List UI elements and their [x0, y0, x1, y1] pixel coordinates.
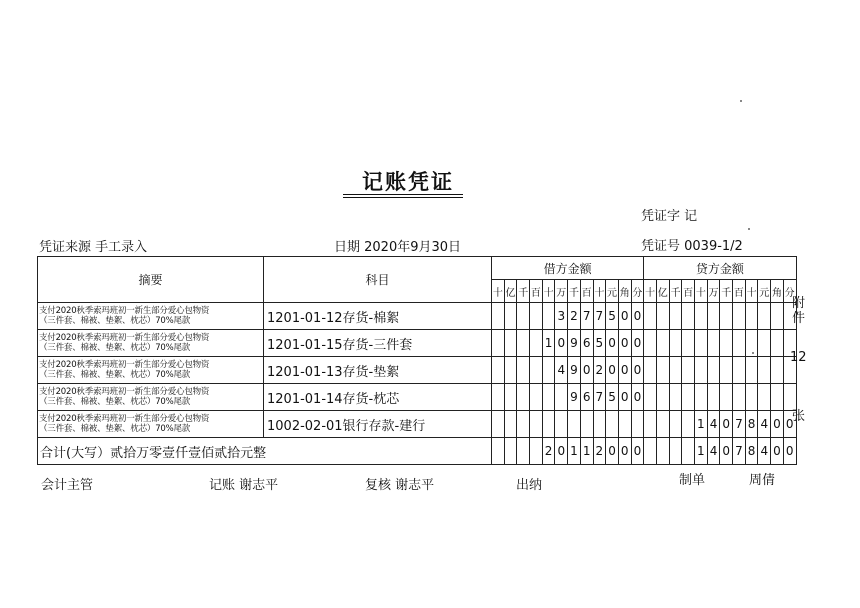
total-credit-digit: 8: [745, 438, 758, 465]
debit-digit: [517, 357, 530, 384]
credit-digit: [758, 330, 771, 357]
credit-digit: [758, 384, 771, 411]
voucher-word: 凭证字 记: [641, 209, 698, 224]
entry-account: 1201-01-14存货-枕芯: [264, 384, 492, 411]
total-debit-digit: [517, 438, 530, 465]
debit-digit: [504, 411, 517, 438]
entry-summary: [38, 330, 264, 357]
debit-digit: 0: [618, 330, 631, 357]
debit-unit-11: 分: [631, 280, 644, 303]
debit-digit: [504, 330, 517, 357]
header-debit: 借方金额: [492, 257, 644, 280]
debit-unit-0: 十: [492, 280, 505, 303]
credit-unit-5: 万: [707, 280, 720, 303]
debit-digit: 0: [631, 384, 644, 411]
entry-account: 1002-02-01银行存款-建行: [264, 411, 492, 438]
debit-digit: [618, 411, 631, 438]
debit-digit: [517, 411, 530, 438]
debit-digit: [492, 384, 505, 411]
credit-digit: [656, 303, 669, 330]
credit-digit: [720, 357, 733, 384]
credit-digit: [669, 330, 682, 357]
debit-digit: 5: [606, 303, 619, 330]
debit-digit: [504, 384, 517, 411]
entry-row: [38, 330, 797, 357]
entry-account: 1201-01-15存货-三件套: [264, 330, 492, 357]
total-debit-digit: 1: [580, 438, 593, 465]
debit-digit: 7: [580, 303, 593, 330]
credit-digit: [720, 330, 733, 357]
credit-digit: [682, 384, 695, 411]
debit-digit: [530, 384, 543, 411]
header-credit: 贷方金额: [644, 257, 796, 280]
entry-summary-line1: 支付2020秋季索玛班初一新生部分爱心包物资: [39, 414, 210, 424]
debit-unit-9: 元: [606, 280, 619, 303]
credit-unit-7: 百: [733, 280, 746, 303]
credit-digit: [745, 357, 758, 384]
debit-digit: 7: [593, 303, 606, 330]
total-debit-digit: [504, 438, 517, 465]
credit-digit: 0: [720, 411, 733, 438]
entry-summary-line2: （三件套、棉被、垫絮、枕芯）70%尾款: [39, 316, 191, 326]
total-debit-digit: 2: [542, 438, 555, 465]
debit-digit: [517, 303, 530, 330]
credit-digit: [669, 303, 682, 330]
entry-summary-line2: （三件套、棉被、垫絮、枕芯）70%尾款: [39, 343, 191, 353]
title-underline: [343, 194, 463, 195]
debit-unit-7: 百: [580, 280, 593, 303]
credit-digit: [745, 303, 758, 330]
attachment-label-jian: 件: [792, 311, 806, 326]
scan-speck: [752, 352, 754, 354]
debit-unit-5: 万: [555, 280, 568, 303]
footer-accountant: 会计主管: [41, 478, 94, 493]
debit-digit: 5: [593, 330, 606, 357]
debit-digit: [542, 384, 555, 411]
total-credit-digit: [669, 438, 682, 465]
debit-digit: 0: [618, 384, 631, 411]
credit-digit: [656, 384, 669, 411]
debit-digit: 9: [568, 330, 581, 357]
credit-digit: 0: [771, 411, 784, 438]
debit-digit: [530, 303, 543, 330]
credit-digit: [707, 330, 720, 357]
credit-digit: [682, 411, 695, 438]
credit-unit-1: 亿: [656, 280, 669, 303]
credit-digit: [644, 330, 657, 357]
debit-digit: 0: [606, 357, 619, 384]
credit-digit: [720, 384, 733, 411]
debit-unit-4: 十: [542, 280, 555, 303]
credit-unit-8: 十: [745, 280, 758, 303]
footer-cashier: 出纳: [516, 478, 543, 493]
debit-digit: 0: [631, 330, 644, 357]
credit-digit: [644, 303, 657, 330]
total-debit-digit: 0: [618, 438, 631, 465]
debit-digit: [517, 330, 530, 357]
credit-digit: [771, 357, 784, 384]
total-label: 合计(大写）贰拾万零壹仟壹佰贰拾元整: [38, 438, 492, 465]
total-debit-digit: 1: [568, 438, 581, 465]
credit-unit-10: 角: [771, 280, 784, 303]
credit-digit: [669, 357, 682, 384]
voucher-number: 凭证号 0039-1/2: [641, 239, 743, 254]
debit-digit: 0: [631, 303, 644, 330]
credit-digit: 8: [745, 411, 758, 438]
title-underline-2: [343, 197, 463, 198]
credit-unit-4: 十: [695, 280, 708, 303]
credit-unit-3: 百: [682, 280, 695, 303]
credit-digit: [733, 303, 746, 330]
debit-digit: 0: [631, 357, 644, 384]
credit-digit: [771, 303, 784, 330]
total-debit-digit: 0: [606, 438, 619, 465]
header-summary: 摘要: [38, 257, 264, 303]
debit-digit: [530, 330, 543, 357]
debit-digit: 7: [593, 384, 606, 411]
credit-digit: 7: [733, 411, 746, 438]
debit-digit: 6: [580, 384, 593, 411]
credit-unit-6: 千: [720, 280, 733, 303]
entry-summary-line1: 支付2020秋季索玛班初一新生部分爱心包物资: [39, 387, 210, 397]
voucher-title: 记账凭证: [362, 170, 454, 194]
credit-digit: [669, 384, 682, 411]
entry-summary: [38, 384, 264, 411]
debit-digit: 9: [568, 357, 581, 384]
total-credit-digit: 0: [771, 438, 784, 465]
debit-digit: [504, 357, 517, 384]
credit-digit: [644, 384, 657, 411]
credit-digit: 1: [695, 411, 708, 438]
debit-unit-3: 百: [530, 280, 543, 303]
total-debit-digit: [492, 438, 505, 465]
credit-digit: [707, 384, 720, 411]
debit-digit: [542, 357, 555, 384]
credit-digit: [771, 330, 784, 357]
debit-digit: [555, 411, 568, 438]
debit-digit: [492, 357, 505, 384]
entry-summary-line2: （三件套、棉被、垫絮、枕芯）70%尾款: [39, 424, 191, 434]
credit-digit: [644, 411, 657, 438]
credit-digit: [695, 384, 708, 411]
debit-digit: 6: [580, 330, 593, 357]
debit-digit: 9: [568, 384, 581, 411]
debit-digit: 0: [580, 357, 593, 384]
credit-digit: [733, 384, 746, 411]
debit-digit: [606, 411, 619, 438]
debit-digit: [530, 357, 543, 384]
debit-digit: [504, 303, 517, 330]
credit-digit: [707, 357, 720, 384]
credit-unit-0: 十: [644, 280, 657, 303]
total-credit-digit: 0: [783, 438, 796, 465]
credit-digit: [695, 357, 708, 384]
entry-summary: [38, 303, 264, 330]
footer-reviewer: 复核 谢志平: [365, 478, 435, 493]
total-credit-digit: [644, 438, 657, 465]
debit-digit: 1: [542, 330, 555, 357]
credit-digit: [682, 303, 695, 330]
attachment-count: 12: [790, 350, 807, 365]
credit-digit: [695, 303, 708, 330]
debit-digit: 4: [555, 357, 568, 384]
entry-row: [38, 357, 797, 384]
credit-digit: [695, 330, 708, 357]
debit-digit: 2: [568, 303, 581, 330]
debit-digit: [542, 411, 555, 438]
header-account: 科目: [264, 257, 492, 303]
total-credit-digit: 4: [758, 438, 771, 465]
credit-digit: [707, 303, 720, 330]
debit-digit: [492, 303, 505, 330]
debit-digit: 0: [555, 330, 568, 357]
entry-account: 1201-01-12存货-棉絮: [264, 303, 492, 330]
debit-unit-8: 十: [593, 280, 606, 303]
debit-digit: [593, 411, 606, 438]
scan-speck: [748, 228, 750, 230]
total-row: [38, 438, 797, 465]
credit-digit: 4: [707, 411, 720, 438]
debit-unit-6: 千: [568, 280, 581, 303]
credit-digit: 4: [758, 411, 771, 438]
total-debit-digit: 2: [593, 438, 606, 465]
total-debit-digit: 0: [631, 438, 644, 465]
entry-summary-line2: （三件套、棉被、垫絮、枕芯）70%尾款: [39, 397, 191, 407]
credit-digit: [733, 357, 746, 384]
debit-digit: [568, 411, 581, 438]
footer-bookkeeper: 记账 谢志平: [209, 478, 279, 493]
credit-digit: [656, 411, 669, 438]
voucher-source: 凭证来源 手工录入: [39, 240, 148, 255]
credit-digit: [758, 357, 771, 384]
total-credit-digit: 0: [720, 438, 733, 465]
entry-row: [38, 384, 797, 411]
debit-unit-1: 亿: [504, 280, 517, 303]
debit-digit: 3: [555, 303, 568, 330]
entry-summary: [38, 411, 264, 438]
voucher-table: [37, 256, 797, 465]
debit-digit: [492, 411, 505, 438]
total-credit-digit: [682, 438, 695, 465]
total-credit-digit: 4: [707, 438, 720, 465]
footer-maker: 周倩: [749, 473, 776, 488]
entry-row: [38, 411, 797, 438]
debit-digit: 0: [606, 330, 619, 357]
credit-digit: [656, 357, 669, 384]
debit-digit: [517, 384, 530, 411]
total-credit-digit: 7: [733, 438, 746, 465]
footer-maker-label: 制单: [679, 473, 706, 488]
debit-digit: 5: [606, 384, 619, 411]
attachment-label-fu: 附: [792, 296, 806, 311]
entry-summary-line1: 支付2020秋季索玛班初一新生部分爱心包物资: [39, 306, 210, 316]
debit-digit: 0: [618, 357, 631, 384]
total-credit-digit: 1: [695, 438, 708, 465]
credit-unit-11: 分: [783, 280, 796, 303]
attachment-label-zhang: 张: [792, 409, 806, 424]
entry-summary-line1: 支付2020秋季索玛班初一新生部分爱心包物资: [39, 360, 210, 370]
credit-digit: [644, 357, 657, 384]
credit-digit: 0: [783, 411, 796, 438]
credit-digit: [720, 303, 733, 330]
entry-summary-line1: 支付2020秋季索玛班初一新生部分爱心包物资: [39, 333, 210, 343]
debit-digit: [631, 411, 644, 438]
scan-speck: [740, 100, 742, 102]
debit-digit: [580, 411, 593, 438]
debit-digit: 2: [593, 357, 606, 384]
credit-digit: [656, 330, 669, 357]
credit-digit: [682, 330, 695, 357]
credit-digit: [669, 411, 682, 438]
entry-summary-line2: （三件套、棉被、垫絮、枕芯）70%尾款: [39, 370, 191, 380]
credit-digit: [758, 303, 771, 330]
voucher-date: 日期 2020年9月30日: [334, 240, 462, 255]
debit-digit: [542, 303, 555, 330]
debit-digit: 0: [618, 303, 631, 330]
total-debit-digit: 0: [555, 438, 568, 465]
entry-summary: [38, 357, 264, 384]
total-credit-digit: [656, 438, 669, 465]
credit-digit: [771, 384, 784, 411]
debit-unit-10: 角: [618, 280, 631, 303]
credit-unit-9: 元: [758, 280, 771, 303]
credit-digit: [682, 357, 695, 384]
credit-digit: [733, 330, 746, 357]
entry-account: 1201-01-13存货-垫絮: [264, 357, 492, 384]
debit-unit-2: 千: [517, 280, 530, 303]
debit-digit: [555, 384, 568, 411]
credit-unit-2: 千: [669, 280, 682, 303]
entry-row: [38, 303, 797, 330]
debit-digit: [492, 330, 505, 357]
credit-digit: [745, 384, 758, 411]
debit-digit: [530, 411, 543, 438]
total-debit-digit: [530, 438, 543, 465]
